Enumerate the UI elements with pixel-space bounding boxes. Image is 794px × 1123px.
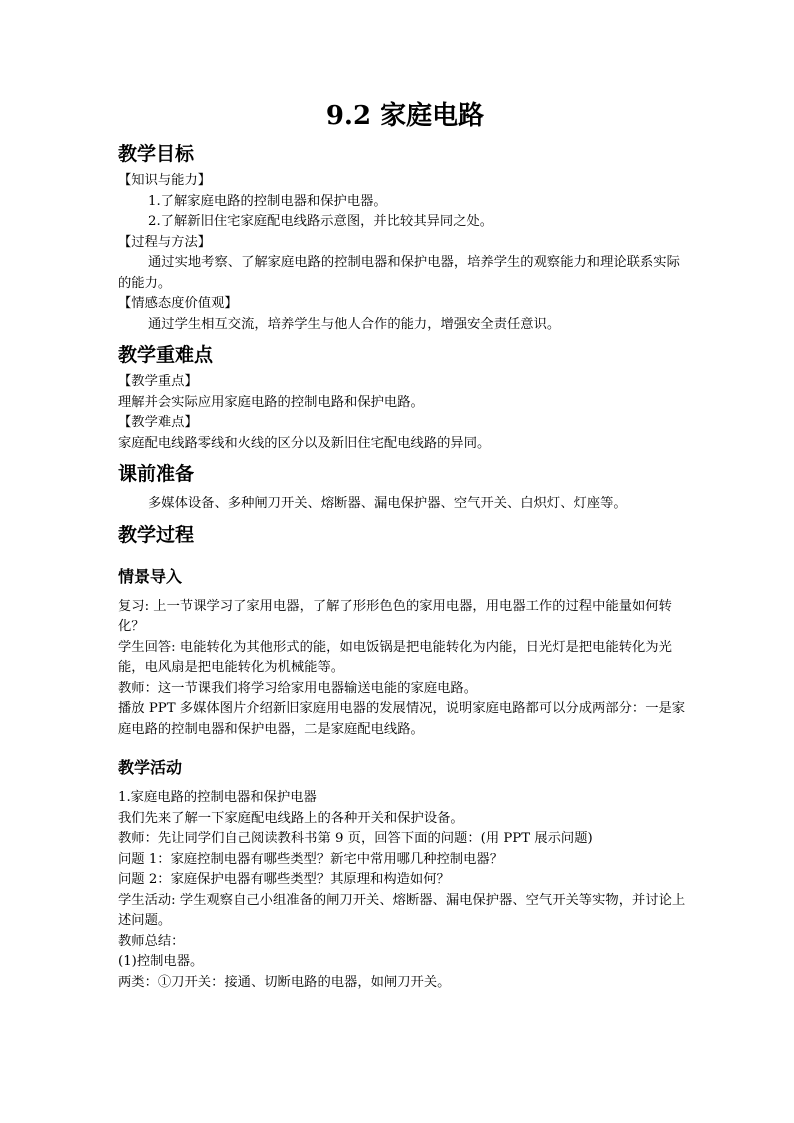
focus-text: 理解并会实际应用家庭电路的控制电路和保护电路。 [118, 394, 424, 410]
activity-line: 1.家庭电路的控制电器和保护电器 [118, 790, 317, 805]
page-title: 9.2 家庭电路 [325, 101, 485, 131]
tag-difficulty: 【教学难点】 [118, 415, 198, 430]
heading-activity: 教学活动 [118, 758, 183, 777]
activity-line: 我们先来了解一下家庭配电线路上的各种开关和保护设备。 [118, 810, 464, 826]
difficulty-text: 家庭配电线路零线和火线的区分以及新旧住宅配电线路的异同。 [118, 435, 491, 451]
activity-line: 问题 2：家庭保护电器有哪些类型？其原理和构造如何？ [118, 872, 450, 887]
intro-line: 复习: 上一节课学习了家用电器，了解了形形色色的家用电器，用电器工作的过程中能量如何转化？ [118, 598, 672, 634]
document-page [118, 96, 692, 993]
heading-preparation: 课前准备 [118, 463, 195, 485]
activity-line: 教师总结： [118, 933, 185, 949]
tag-knowledge: 【知识与能力】 [118, 173, 212, 188]
tag-emotion: 【情感态度价值观】 [118, 296, 238, 311]
knowledge-item-1: 1.了解家庭电路的控制电器和保护电器。 [148, 193, 387, 209]
intro-line: 教师：这一节课我们将学习给家用电器输送电能的家庭电路。 [118, 680, 478, 696]
heading-process: 教学过程 [118, 523, 195, 546]
intro-line: 学生回答: 电能转化为其他形式的能，如电饭锅是把电能转化为内能，日光灯是把电能转化为光能，电风扇是把电能转化为机械能等。 [118, 639, 672, 675]
heading-intro: 情景导入 [118, 566, 183, 586]
activity-line: 教师：先让同学们自己阅读教科书第 9 页，回答下面的问题：(用 PPT 展示问题) [118, 831, 593, 846]
intro-line: 播放 PPT 多媒体图片介绍新旧家庭用电器的发展情况，说明家庭电路都可以分成两部分：一是家庭电路的控制电器和保护电器，二是家庭配电线路。 [118, 701, 686, 737]
tag-process: 【过程与方法】 [118, 234, 212, 250]
activity-line: (1)控制电器。 [118, 954, 204, 969]
heading-key-points: 教学重难点 [118, 344, 214, 366]
emotion-text: 通过学生相互交流，培养学生与他人合作的能力，增强安全责任意识。 [148, 316, 561, 332]
activity-line: 问题 1：家庭控制电器有哪些类型？新宅中常用哪几种控制电器？ [118, 851, 503, 867]
knowledge-item-2: 2.了解新旧住宅家庭配电线路示意图，并比较其异同之处。 [148, 214, 494, 229]
tag-focus: 【教学重点】 [118, 374, 198, 389]
activity-line: 两类：①刀开关：接通、切断电路的电器，如闸刀开关。 [118, 974, 451, 990]
heading-objectives: 教学目标 [118, 143, 195, 165]
process-text: 通过实地考察、了解家庭电路的控制电器和保护电器，培养学生的观察能力和理论联系实际的能力。 [118, 255, 680, 291]
preparation-text: 多媒体设备、多种闸刀开关、熔断器、漏电保护器、空气开关、白炽灯、灯座等。 [148, 496, 627, 511]
activity-line: 学生活动: 学生观察自己小组准备的闸刀开关、熔断器、漏电保护器、空气开关等实物，并讨论上述问题。 [118, 892, 686, 928]
